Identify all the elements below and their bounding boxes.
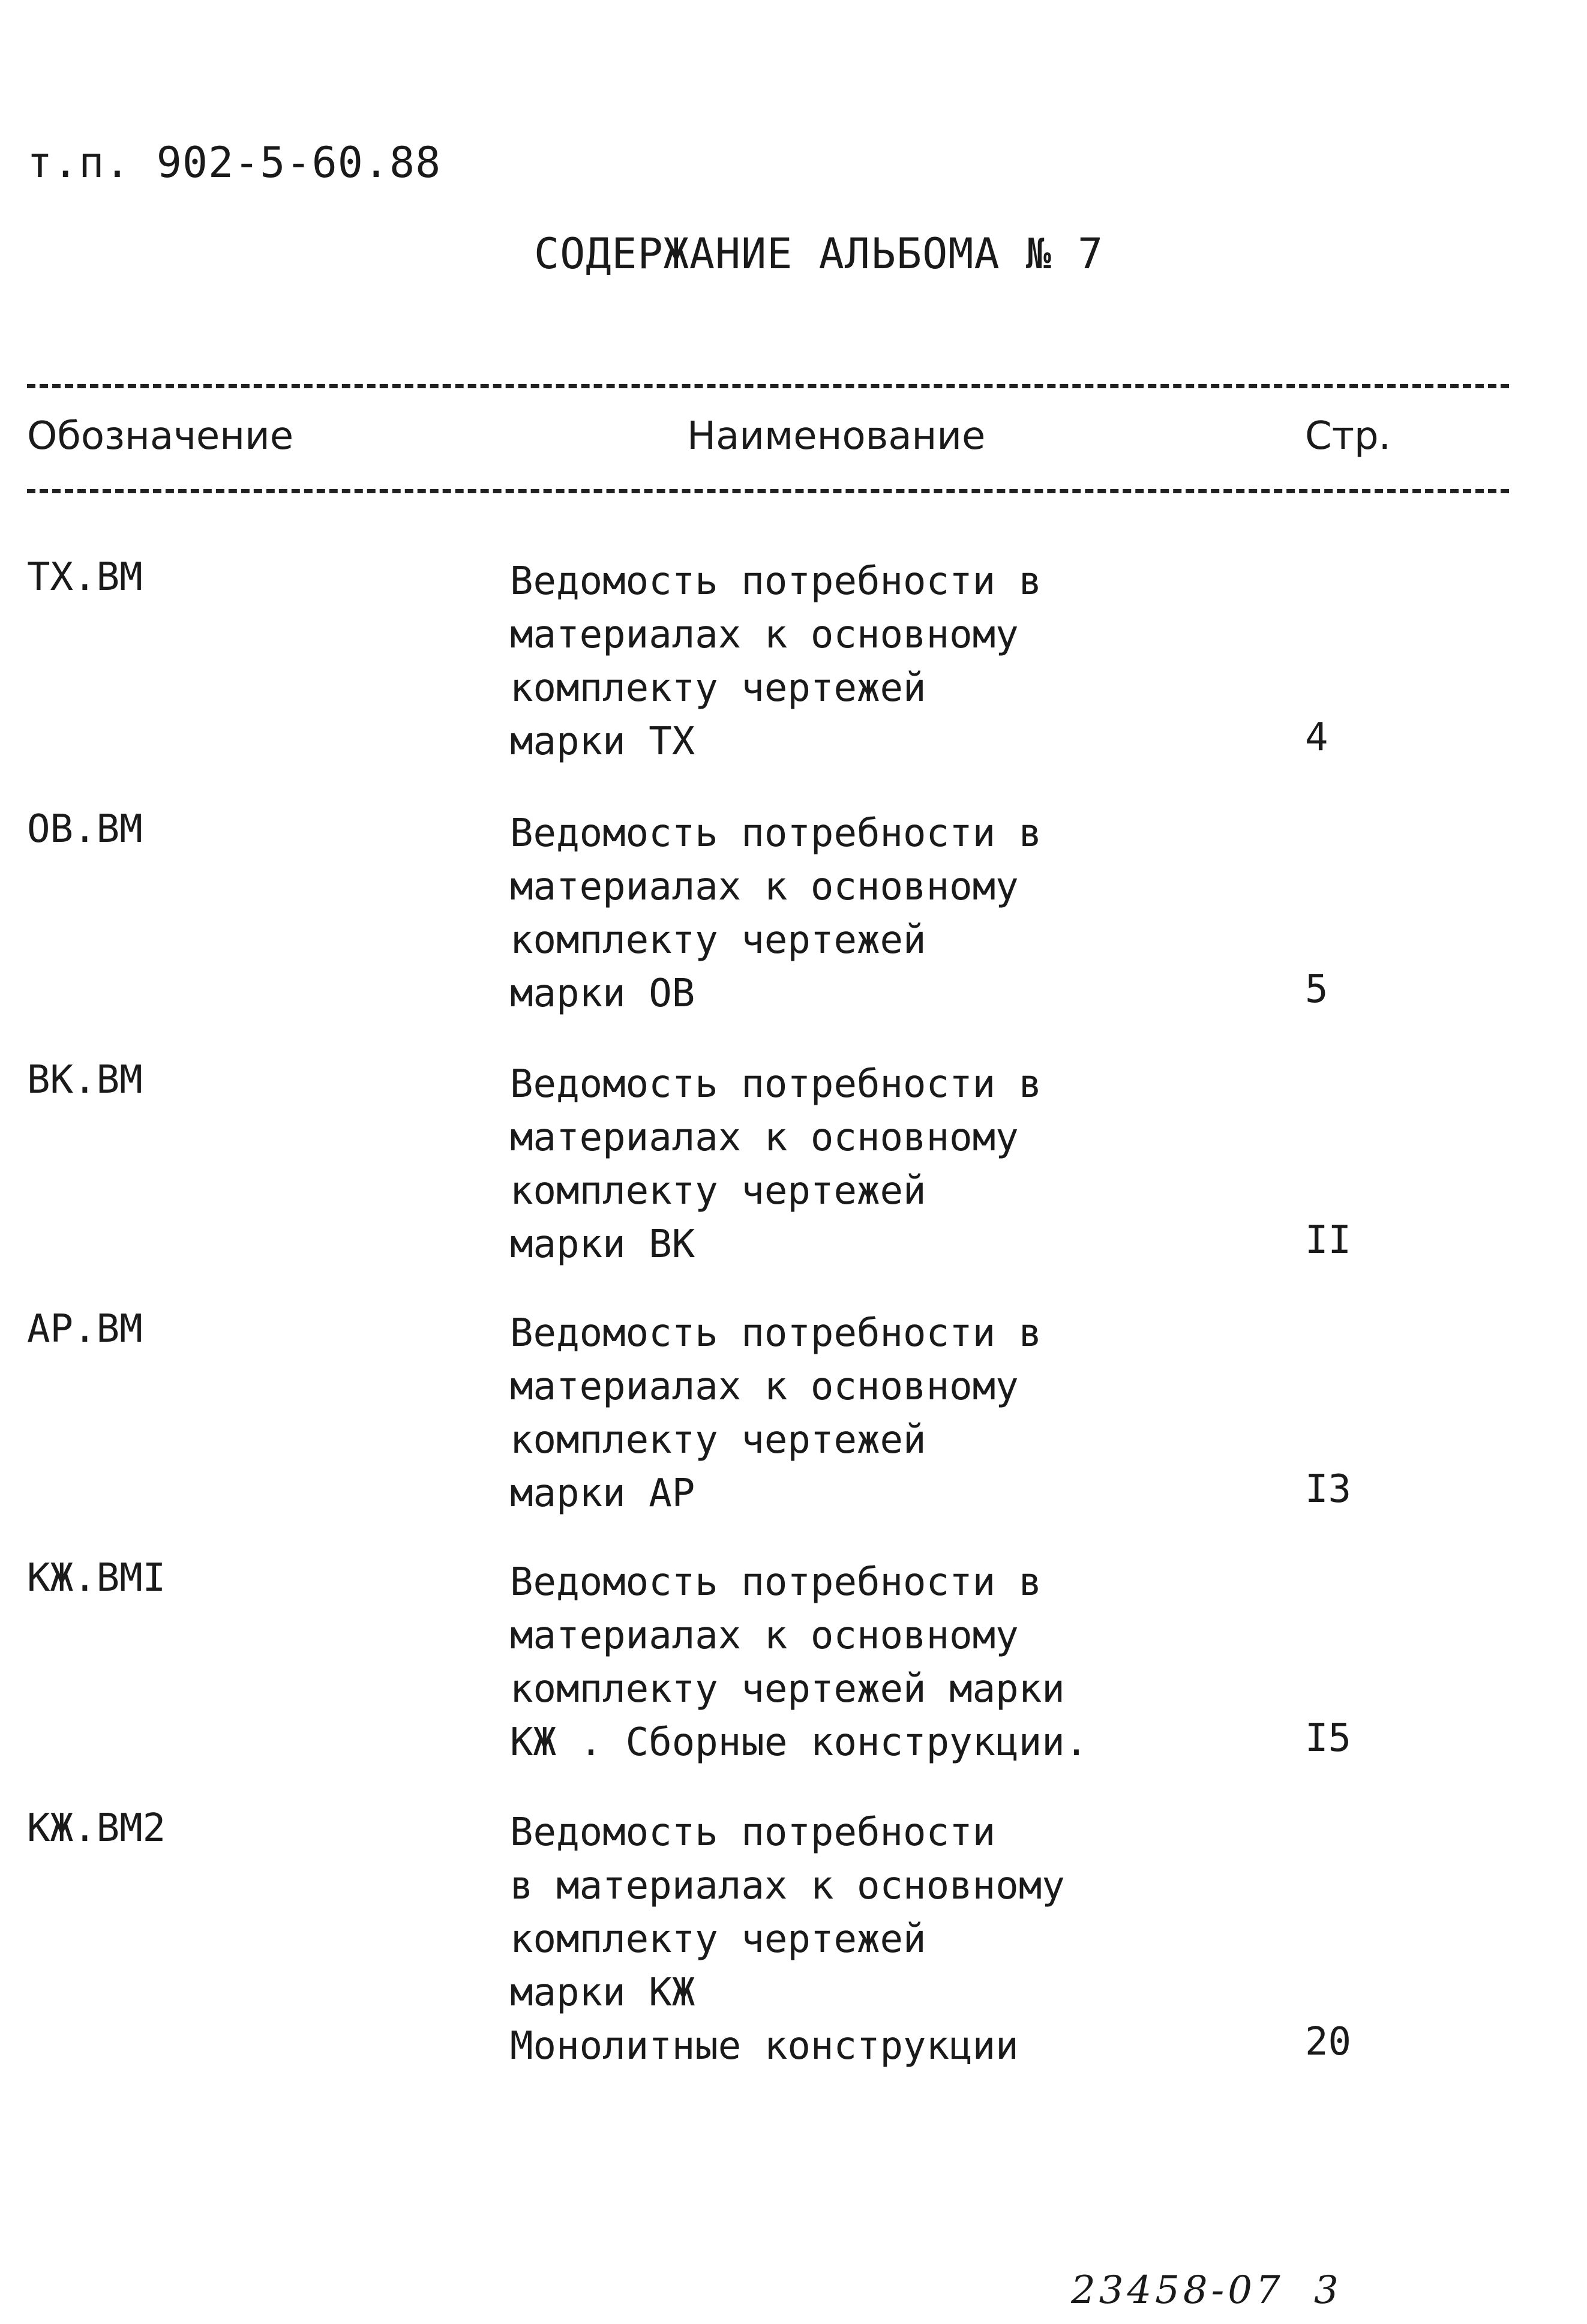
entry-description [510, 1806, 1065, 2073]
entry-code: КЖ.ВМ2 [27, 1806, 166, 1851]
description-line: материалах к основному [510, 1115, 1019, 1160]
entry-page: I3 [1305, 1467, 1352, 1512]
entry-description [510, 807, 1042, 1021]
description-line: Ведомость потребности в [510, 1311, 1042, 1356]
entry-page: 5 [1305, 967, 1328, 1012]
description-line: Ведомость потребности в [510, 811, 1042, 856]
entry-page: 20 [1305, 2020, 1352, 2064]
entry-description [510, 1556, 1088, 1770]
document-reference: т.п. 902-5-60.88 [27, 138, 442, 187]
entry-description [510, 1307, 1042, 1521]
description-line: в материалах к основному [510, 1864, 1065, 1908]
sheet-code: 23458-07 [1071, 2268, 1284, 2313]
header-divider [27, 489, 1509, 493]
description-line: Ведомость потребности в [510, 1560, 1042, 1605]
top-divider [27, 384, 1509, 388]
description-line: марки ВК [510, 1222, 695, 1267]
description-line: материалах к основному [510, 613, 1019, 657]
description-line: материалах к основному [510, 1365, 1019, 1409]
page-title: СОДЕРЖАНИЕ АЛЬБОМА № 7 [534, 229, 1104, 278]
sheet-number [1071, 2268, 1342, 2313]
description-line: КЖ . Сборные конструкции. [510, 1720, 1088, 1765]
entry-page: 4 [1305, 715, 1328, 760]
entry-code: АР.ВМ [27, 1307, 143, 1351]
description-line: марки КЖ [510, 1971, 695, 2015]
column-header-page: Стр. [1305, 414, 1391, 458]
entry-description [510, 555, 1042, 769]
entry-code: ОВ.ВМ [27, 807, 143, 851]
description-line: комплекту чертежей [510, 1917, 926, 1962]
entry-code: ВК.ВМ [27, 1058, 143, 1102]
description-line: Ведомость потребности [510, 1810, 996, 1855]
description-line: материалах к основному [510, 865, 1019, 909]
description-line: материалах к основному [510, 1614, 1019, 1658]
description-line: Ведомость потребности в [510, 559, 1042, 604]
description-line: комплекту чертежей марки [510, 1667, 1065, 1711]
description-line: марки АР [510, 1471, 695, 1516]
entry-page: I5 [1305, 1716, 1352, 1761]
description-line: комплекту чертежей [510, 666, 926, 710]
description-line: марки ТХ [510, 719, 695, 764]
description-line: комплекту чертежей [510, 1169, 926, 1213]
description-line: комплекту чертежей [510, 918, 926, 962]
column-header-name: Наименование [687, 414, 986, 458]
entry-page: II [1305, 1218, 1352, 1263]
page-number: 3 [1314, 2268, 1342, 2313]
description-line: комплекту чертежей [510, 1418, 926, 1462]
description-line: Ведомость потребности в [510, 1062, 1042, 1106]
description-line: марки ОВ [510, 971, 695, 1016]
entry-code: КЖ.ВМI [27, 1556, 166, 1600]
column-header-code: Обозначение [27, 414, 294, 458]
entry-description [510, 1058, 1042, 1272]
entry-code: ТХ.ВМ [27, 555, 143, 599]
description-line: Монолитные конструкции [510, 2024, 1019, 2068]
